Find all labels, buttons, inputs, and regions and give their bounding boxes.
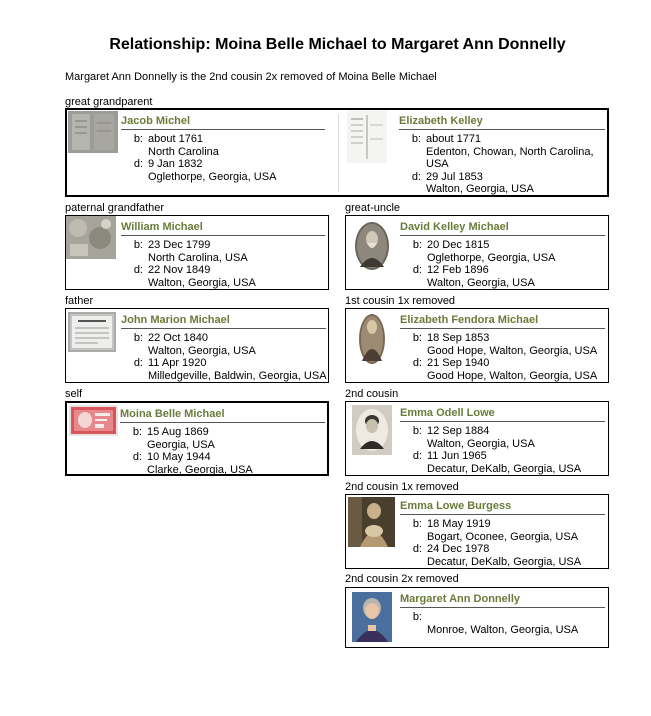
label-self: self <box>65 388 83 400</box>
birth-place: Walton, Georgia, USA <box>148 344 256 357</box>
birth-date: 18 May 1919 <box>427 518 491 530</box>
death-date: 11 Apr 1920 <box>148 357 207 369</box>
death-date: 21 Sep 1940 <box>427 357 490 369</box>
birth-place: Good Hope, Walton, Georgia, USA <box>427 344 598 357</box>
birth-place: North Carolina <box>148 145 219 158</box>
death-date: 9 Jan 1832 <box>148 158 203 170</box>
birth-label: b: <box>412 518 422 530</box>
death-date: 11 Jun 1965 <box>427 450 487 462</box>
death-date: 29 Jul 1853 <box>426 170 483 183</box>
document-thumbnail[interactable] <box>68 111 118 153</box>
person-name[interactable]: David Kelley Michael <box>400 221 605 236</box>
birth-date: 18 Sep 1853 <box>427 332 490 344</box>
person-name[interactable]: Elizabeth Fendora Michael <box>400 314 605 329</box>
death-place: Walton, Georgia, USA <box>148 276 256 289</box>
photo-thumbnail[interactable] <box>66 216 116 259</box>
birth-label: b: <box>412 239 422 251</box>
death-label: d: <box>412 450 422 462</box>
death-place: Walton, Georgia, USA <box>427 276 535 289</box>
birth-date: 22 Oct 1840 <box>148 332 208 344</box>
birth-label: b: <box>132 426 142 438</box>
document-thumbnail[interactable] <box>68 312 116 352</box>
death-place: Good Hope, Walton, Georgia, USA <box>427 369 598 382</box>
person-card-david[interactable] <box>345 215 609 290</box>
person-name[interactable]: William Michael <box>121 221 325 236</box>
couple-divider <box>338 114 339 192</box>
birth-label: b: <box>412 332 422 344</box>
birth-place: Bogart, Oconee, Georgia, USA <box>427 530 579 543</box>
death-place: Decatur, DeKalb, Georgia, USA <box>427 555 582 568</box>
person-name[interactable]: Emma Lowe Burgess <box>400 500 605 515</box>
person-card-john[interactable] <box>65 308 329 383</box>
birth-date: about 1771 <box>426 133 482 145</box>
death-date: 10 May 1944 <box>147 451 211 463</box>
birth-label: b: <box>411 133 421 145</box>
birth-date <box>427 611 605 624</box>
page-title: Relationship: Moina Belle Michael to Margaret Ann Donnelly <box>109 36 566 53</box>
death-date: 12 Feb 1896 <box>427 264 489 276</box>
death-place: Clarke, Georgia, USA <box>147 463 253 476</box>
birth-label: b: <box>133 133 143 145</box>
death-place: Milledgeville, Baldwin, Georgia, USA <box>148 369 327 382</box>
label-paternal-grandfather: paternal grandfather <box>65 202 165 214</box>
person-card-elizabeth-fendora[interactable] <box>345 308 609 383</box>
birth-place: North Carolina, USA <box>148 251 248 264</box>
death-label: d: <box>132 451 142 463</box>
person-name[interactable]: Margaret Ann Donnelly <box>400 593 605 608</box>
death-label: d: <box>412 543 422 555</box>
birth-label: b: <box>133 239 143 251</box>
birth-place: Monroe, Walton, Georgia, USA <box>427 623 579 636</box>
person-card-moina[interactable] <box>65 401 329 476</box>
label-great-uncle: great-uncle <box>345 202 401 214</box>
death-date: 24 Dec 1978 <box>427 543 490 555</box>
death-date: 22 Nov 1849 <box>148 264 211 276</box>
person-card-margaret[interactable] <box>345 587 609 648</box>
portrait-photo[interactable] <box>354 221 390 271</box>
death-label: d: <box>133 357 143 369</box>
death-label: d: <box>411 170 421 183</box>
birth-place: Edenton, Chowan, North Carolina, USA <box>426 145 594 170</box>
person-card-emma-lowe[interactable] <box>345 494 609 569</box>
birth-place: Georgia, USA <box>147 438 215 451</box>
birth-place: Oglethorpe, Georgia, USA <box>427 251 556 264</box>
relationship-summary: Margaret Ann Donnelly is the 2nd cousin 2x removed of Moina Belle Michael <box>65 71 437 83</box>
person-name[interactable]: Moina Belle Michael <box>120 408 325 423</box>
label-father: father <box>65 295 94 307</box>
death-place: Decatur, DeKalb, Georgia, USA <box>427 462 582 475</box>
person-card-william[interactable] <box>65 215 329 290</box>
person-name[interactable]: Emma Odell Lowe <box>400 407 605 422</box>
label-second-cousin: 2nd cousin <box>345 388 399 400</box>
birth-label: b: <box>412 425 422 437</box>
label-second-cousin-1x-removed: 2nd cousin 1x removed <box>345 481 459 493</box>
person-card-emma-odell[interactable] <box>345 401 609 476</box>
portrait-photo[interactable] <box>358 313 386 365</box>
portrait-photo[interactable] <box>348 497 395 547</box>
label-great-grandparent: great grandparent <box>65 96 153 108</box>
birth-label: b: <box>412 611 422 623</box>
person-name[interactable]: Elizabeth Kelley <box>399 115 605 130</box>
stamp-thumbnail[interactable] <box>69 405 118 436</box>
birth-label: b: <box>133 332 143 344</box>
birth-place: Walton, Georgia, USA <box>427 437 535 450</box>
birth-date: 23 Dec 1799 <box>148 239 211 251</box>
birth-date: 12 Sep 1884 <box>427 425 490 437</box>
birth-date: 15 Aug 1869 <box>147 426 209 438</box>
death-label: d: <box>133 264 143 276</box>
document-thumbnail[interactable] <box>347 111 387 163</box>
birth-date: about 1761 <box>148 133 204 145</box>
person-name[interactable]: John Marion Michael <box>121 314 326 329</box>
death-label: d: <box>412 357 422 369</box>
label-first-cousin-1x-removed: 1st cousin 1x removed <box>345 295 456 307</box>
death-place: Walton, Georgia, USA <box>426 183 534 195</box>
portrait-photo[interactable] <box>352 405 392 455</box>
birth-date: 20 Dec 1815 <box>427 239 490 251</box>
person-name[interactable]: Jacob Michel <box>121 115 325 130</box>
death-label: d: <box>412 264 422 276</box>
death-place: Oglethorpe, Georgia, USA <box>148 170 277 183</box>
label-second-cousin-2x-removed: 2nd cousin 2x removed <box>345 573 459 585</box>
death-label: d: <box>133 158 143 170</box>
portrait-photo[interactable] <box>352 592 392 642</box>
